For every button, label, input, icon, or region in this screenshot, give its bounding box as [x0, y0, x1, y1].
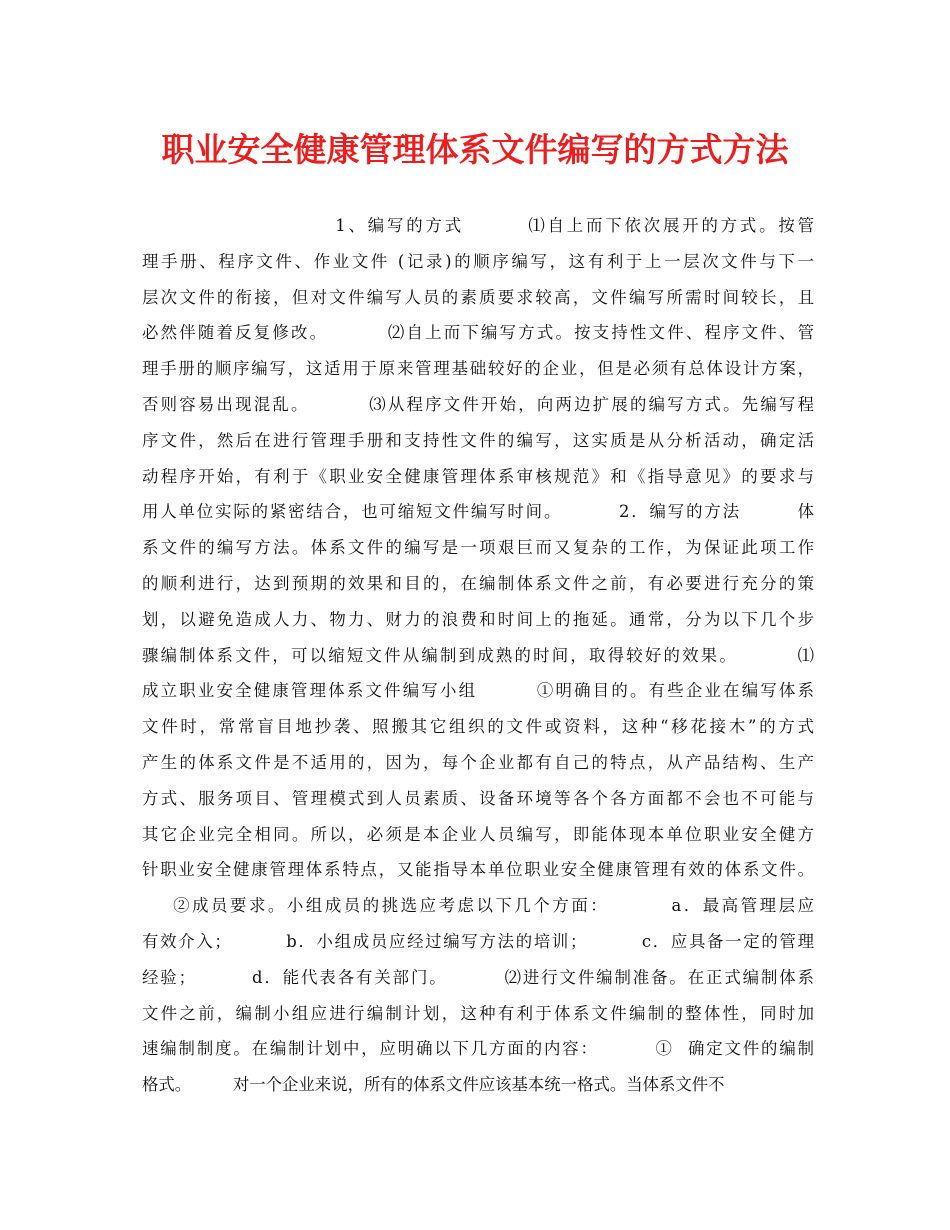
body-line: 1、编写的方式 ⑴自上而下依次展开的方式。按管 [142, 216, 814, 235]
body-line: 产生的体系文件是不适用的，因为，每个企业都有自己的特点，从产品结构、生产 [142, 752, 814, 772]
document-body [142, 208, 814, 1103]
body-line: 经验； d．能代表各有关部门。 ⑵进行文件编制准备。在正式编制体系 [142, 967, 814, 987]
document-title: 职业安全健康管理体系文件编写的方式方法 [161, 130, 789, 169]
body-line: 理手册、程序文件、作业文件 (记录)的顺序编写，这有利于上一层次文件与下一 [142, 251, 814, 271]
body-line: 针职业安全健康管理体系特点，又能指导本单位职业安全健康管理有效的体系文件。 [142, 860, 814, 880]
body-line: 理手册的顺序编写，这适用于原来管理基础较好的企业，但是必须有总体设计方案， [142, 359, 814, 379]
body-line: 方式、服务项目、管理模式到人员素质、设备环境等各个各方面都不会也不可能与 [142, 788, 814, 808]
body-line: 划，以避免造成人力、物力、财力的浪费和时间上的拖延。通常，分为以下几个步 [142, 609, 814, 629]
body-line: 动程序开始，有利于《职业安全健康管理体系审核规范》和《指导意见》的要求与 [142, 466, 814, 486]
body-line: 其它企业完全相同。所以，必须是本企业人员编写，即能体现本单位职业安全健方 [142, 824, 814, 844]
body-line: 速编制制度。在编制计划中，应明确以下几方面的内容： ① 确定文件的编制 [142, 1039, 814, 1059]
body-line: 有效介入； b．小组成员应经过编写方法的培训； c．应具备一定的管理 [142, 931, 814, 951]
body-line: 系文件的编写方法。体系文件的编写是一项艰巨而又复杂的工作，为保证此项工作 [142, 538, 814, 558]
body-line: 文件时，常常盲目地抄袭、照搬其它组织的文件或资料，这种“移花接木”的方式 [142, 717, 814, 737]
body-line: 必然伴随着反复修改。 ⑵自上而下编写方式。按支持性文件、程序文件、管 [142, 323, 814, 343]
body-line: ②成员要求。小组成员的挑选应考虑以下几个方面： a．最高管理层应 [142, 896, 814, 916]
body-line: 的顺利进行，达到预期的效果和目的，在编制体系文件之前，有必要进行充分的策 [142, 573, 814, 593]
body-line: 文件之前，编制小组应进行编制计划，这种有利于体系文件编制的整体性，同时加 [142, 1003, 814, 1023]
body-line: 格式。 对一个企业来说，所有的体系文件应该基本统一格式。当体系文件不 [142, 1075, 725, 1095]
body-line: 否则容易出现混乱。 ⑶从程序文件开始，向两边扩展的编写方式。先编写程 [142, 394, 814, 414]
body-line: 用人单位实际的紧密结合，也可缩短文件编写时间。 2．编写的方法 体 [142, 502, 814, 522]
body-line: 骤编制体系文件，可以缩短文件从编制到成熟的时间，取得较好的效果。 ⑴ [142, 645, 814, 665]
body-line: 成立职业安全健康管理体系文件编写小组 ①明确目的。有些企业在编写体系 [142, 681, 814, 701]
body-line: 序文件，然后在进行管理手册和支持性文件的编写，这实质是从分析活动，确定活 [142, 430, 814, 450]
body-line: 层次文件的衔接，但对文件编写人员的素质要求较高，文件编写所需时间较长，且 [142, 287, 814, 307]
